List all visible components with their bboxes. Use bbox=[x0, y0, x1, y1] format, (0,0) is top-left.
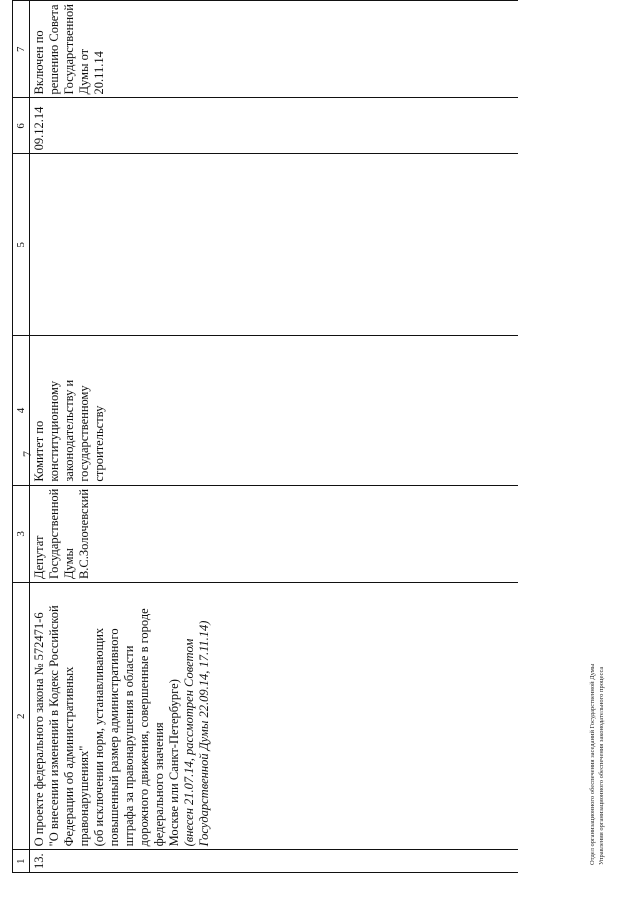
committee-line: строительству bbox=[92, 405, 106, 482]
col5-cell bbox=[30, 154, 215, 336]
committee-line: государственному bbox=[77, 385, 91, 482]
col-header-3: 3 bbox=[13, 485, 30, 582]
row-number: 13. bbox=[30, 850, 215, 873]
committee-line: Комитет по bbox=[32, 420, 46, 482]
table-row-spacer bbox=[214, 1, 518, 873]
bill-title-line: Федерации об административных bbox=[62, 666, 76, 847]
committee-line: конституционному bbox=[47, 380, 61, 482]
author-line: В.С.Золочевский bbox=[77, 488, 91, 580]
status-cell bbox=[30, 1, 215, 98]
table-row bbox=[30, 1, 215, 873]
bill-title-line: повышенный размер административного bbox=[107, 628, 121, 847]
page-number: 7 bbox=[20, 451, 34, 457]
bill-title-line: дорожного движения, совершенные в городе bbox=[137, 608, 151, 847]
author-line: Государственной bbox=[47, 488, 61, 580]
bill-title-line: федерального значения bbox=[152, 722, 166, 847]
committee-cell bbox=[30, 336, 215, 485]
author-line: Депутат bbox=[32, 535, 46, 580]
status-line: Государственной bbox=[62, 4, 76, 95]
col-header-4: 4 bbox=[13, 336, 30, 485]
committee-line: законодательству и bbox=[62, 379, 76, 482]
table-header-row bbox=[13, 1, 30, 873]
bill-title-line: Москве или Санкт-Петербурге) bbox=[167, 679, 181, 847]
date-cell: 09.12.14 bbox=[30, 98, 215, 154]
bill-title-line: (об исключении норм, устанавливающих bbox=[92, 627, 106, 847]
footer-line: Отдел организационного обеспечения заседаний Государственной Думы bbox=[589, 663, 596, 865]
status-line: Думы от 20.11.14 bbox=[77, 48, 106, 95]
col-header-2: 2 bbox=[13, 583, 30, 850]
status-line: решению Совета bbox=[47, 4, 61, 95]
footer bbox=[588, 664, 606, 865]
col-header-7: 7 bbox=[13, 1, 30, 98]
bill-title-line: О проекте федерального закона № 572471-6 bbox=[32, 612, 46, 847]
bill-title-cell bbox=[30, 583, 215, 850]
author-cell bbox=[30, 485, 215, 582]
bills-table bbox=[12, 0, 518, 873]
bill-title-line: правонарушениях" bbox=[77, 745, 91, 847]
col-header-6: 6 bbox=[13, 98, 30, 154]
bill-note-line: (внесен 21.07.14, рассмотрен Советом bbox=[182, 638, 196, 847]
col-header-5: 5 bbox=[13, 154, 30, 336]
author-line: Думы bbox=[62, 548, 76, 580]
footer-line: Управления организационного обеспечения законодательного процесса bbox=[598, 666, 605, 865]
bill-note-line: Государственной Думы 22.09.14, 17.11.14) bbox=[197, 620, 211, 847]
bill-title-line: "О внесении изменений в Кодекс Российской bbox=[47, 605, 61, 847]
col-header-1: 1 bbox=[13, 850, 30, 873]
bill-title-line: штрафа за правонарушения в области bbox=[122, 645, 136, 847]
status-line: Включен по bbox=[32, 30, 46, 95]
